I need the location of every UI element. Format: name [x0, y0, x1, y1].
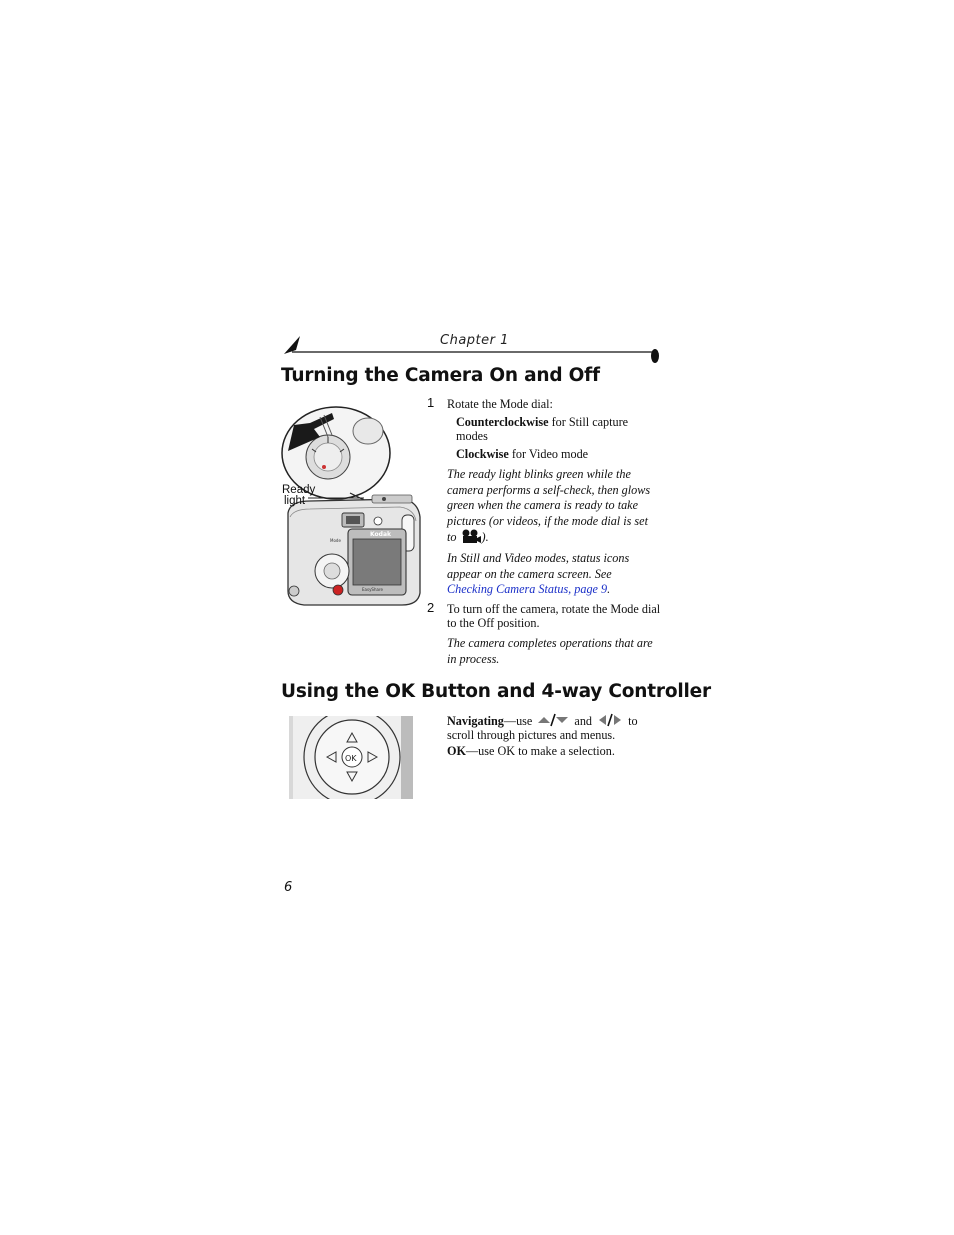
chapter-label: Chapter 1 — [440, 333, 509, 348]
camera-brand-label: Kodak — [370, 531, 391, 538]
navigating-description: Navigating—use and to scroll through pictures and menus. — [447, 714, 638, 742]
ready-light-callout: Ready light — [282, 484, 316, 507]
page-number: 6 — [284, 880, 293, 895]
camera-model-label: EasyShare — [362, 587, 383, 592]
step-1-note-status-icons: In Still and Video modes, status icons appear on the camera screen. See Checking Camera Status, page 9. — [447, 551, 630, 596]
ok-description: OK—use OK to make a selection. — [447, 744, 615, 758]
checking-camera-status-link[interactable]: Checking Camera Status, page 9 — [447, 582, 608, 596]
step-1-note-ready-light: The ready light blinks green while the camera performs a self-check, then glows green when the camera is ready to take pictures (or videos, if the mode dial is set to ). — [447, 467, 651, 544]
step-1-number: 1 — [427, 395, 435, 410]
ok-button-label: OK — [345, 754, 357, 763]
step-1-option-clockwise: Clockwise for Video mode — [456, 447, 589, 461]
step-1-option-counterclockwise: Counterclockwise for Still capture modes — [456, 415, 629, 443]
camera-mode-label: Mode — [330, 538, 341, 543]
step-2-note: The camera completes operations that are in process. — [447, 636, 653, 666]
left-right-arrows-icon — [597, 713, 623, 727]
section-title-turning-on-off: Turning the Camera On and Off — [281, 365, 600, 386]
video-camera-icon — [461, 529, 481, 544]
camera-illustration — [280, 405, 422, 610]
section-title-ok-controller: Using the OK Button and 4-way Controller — [281, 681, 711, 702]
controller-illustration — [289, 716, 413, 799]
step-2-text: To turn off the camera, rotate the Mode dial to the Off position. — [447, 602, 661, 630]
step-1-text: Rotate the Mode dial: — [447, 397, 553, 411]
up-down-arrows-icon — [537, 713, 569, 727]
step-2-number: 2 — [427, 600, 435, 615]
